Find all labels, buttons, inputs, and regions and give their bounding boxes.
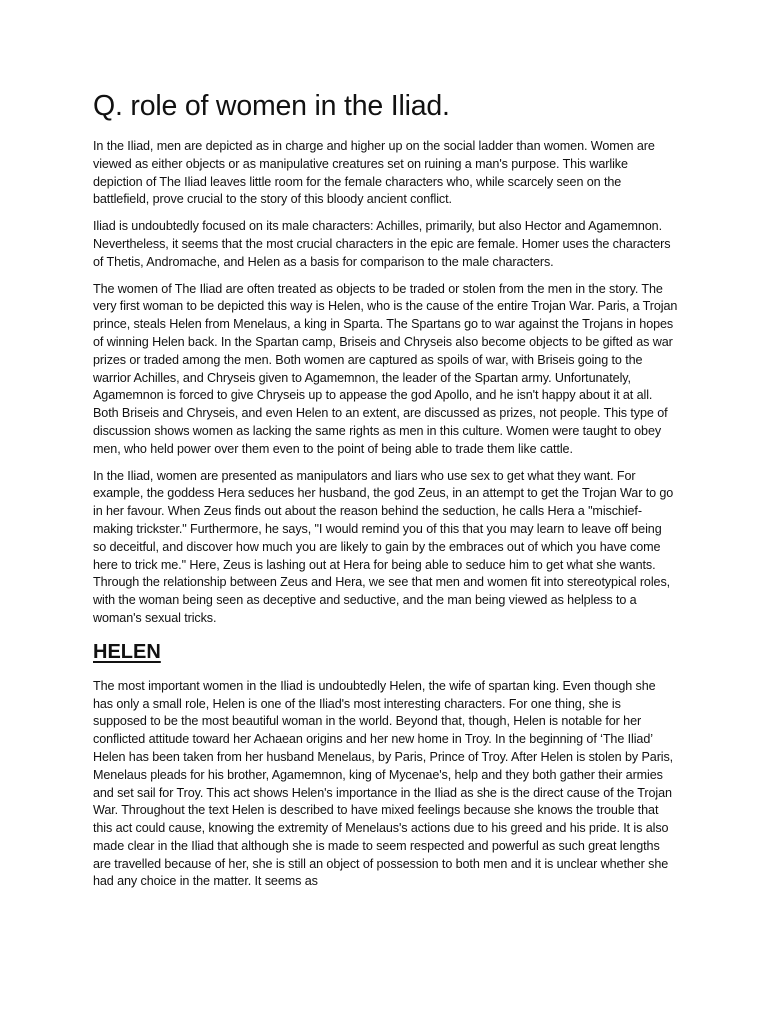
paragraph-women-as-objects: The women of The Iliad are often treated as objects to be traded or stolen from the men in the story. The very first woman to be depicted this way is Helen, who is the cause of the entire Trojan War. Paris, a Trojan prince, steals Helen from Menelaus, a king in Sparta. The Spartans go to war against the Trojans in hopes of winning Helen back. In the Spartan camp, Briseis and Chryseis also become objects to be gifted as war prizes or traded among the men. Both women are captured as spoils of war, with Briseis going to the warrior Achilles, and Chryseis given to Agamemnon, the leader of the Spartan army. Unfortunately, Agamemnon is forced to give Chryseis up to appease the god Apollo, and he isn't happy about it at all. Both Briseis and Chryseis, and even Helen to an extent, are discussed as prizes, not people. This type of discussion shows women as lacking the same rights as men in this culture. Women were taught to obey men, who held power over them even to the point of being able to trade them like cattle. — [93, 281, 678, 456]
paragraph-intro: In the Iliad, men are depicted as in charge and higher up on the social ladder than women. Women are viewed as either objects or as manipulative creatures set on ruining a man's purpose. This warlike depiction of The Iliad leaves little room for the female characters who, while scarcely seen on the battlefield, prove crucial to the story of this bloody ancient conflict. — [93, 139, 655, 207]
paragraph-helen: The most important women in the Iliad is undoubtedly Helen, the wife of spartan king. Even though she has only a small role, Helen is one of the Iliad's most interesting characters. For one thing, she is supposed to be the most beautiful woman in the world. Beyond that, though, Helen is notable for her conflicted attitude toward her Achaean origins and her new home in Troy. In the beginning of ‘The Iliad’ Helen has been taken from her husband Menelaus, by Paris, Prince of Troy. After Helen is stolen by Paris, Menelaus pleads for his brother, Agamemnon, king of Mycenae's, help and they both gather their armies and set sail for Troy. This act shows Helen's importance in the Iliad as she is the direct cause of the Trojan War. Throughout the text Helen is described to have mixed feelings because she knows the trouble that this act could cause, knowing the extremity of Menelaus's actions due to his greed and his pride. It is also made clear in the Iliad that although she is made to seem respected and powerful as such great lengths are travelled because of her, she is still an object of possession to both men and it is unclear whether she had any choice in the matter. It seems as — [93, 678, 674, 889]
page-title: Q. role of women in the Iliad. — [93, 90, 450, 122]
paragraph-male-characters: Iliad is undoubtedly focused on its male characters: Achilles, primarily, but also Hector and Agamemnon. Nevertheless, it seems that the most crucial characters in the epic are female. Homer uses the characters of Thetis, Andromache, and Helen as a basis for comparison to the male characters. — [93, 219, 671, 269]
document-page — [93, 86, 678, 900]
section-heading-helen: HELEN — [93, 640, 161, 663]
paragraph-women-as-manipulators: In the Iliad, women are presented as manipulators and liars who use sex to get what they want. For example, the goddess Hera seduces her husband, the god Zeus, in an attempt to get the Trojan War to go in her favour. When Zeus finds out about the reason behind the seduction, he calls Hera a "mischief-making trickster." Furthermore, he says, "I would remind you of this that you may learn to leave off being so deceitful, and discover how much you are likely to gain by the embraces out of which you have come here to trick me." Here, Zeus is lashing out at Hera for being able to seduce him to get what she wants. Through the relationship between Zeus and Hera, we see that men and women fit into stereotypical roles, with the woman being seen as deceptive and seductive, and the man being viewed as helpless to a woman's sexual tricks. — [93, 468, 674, 625]
